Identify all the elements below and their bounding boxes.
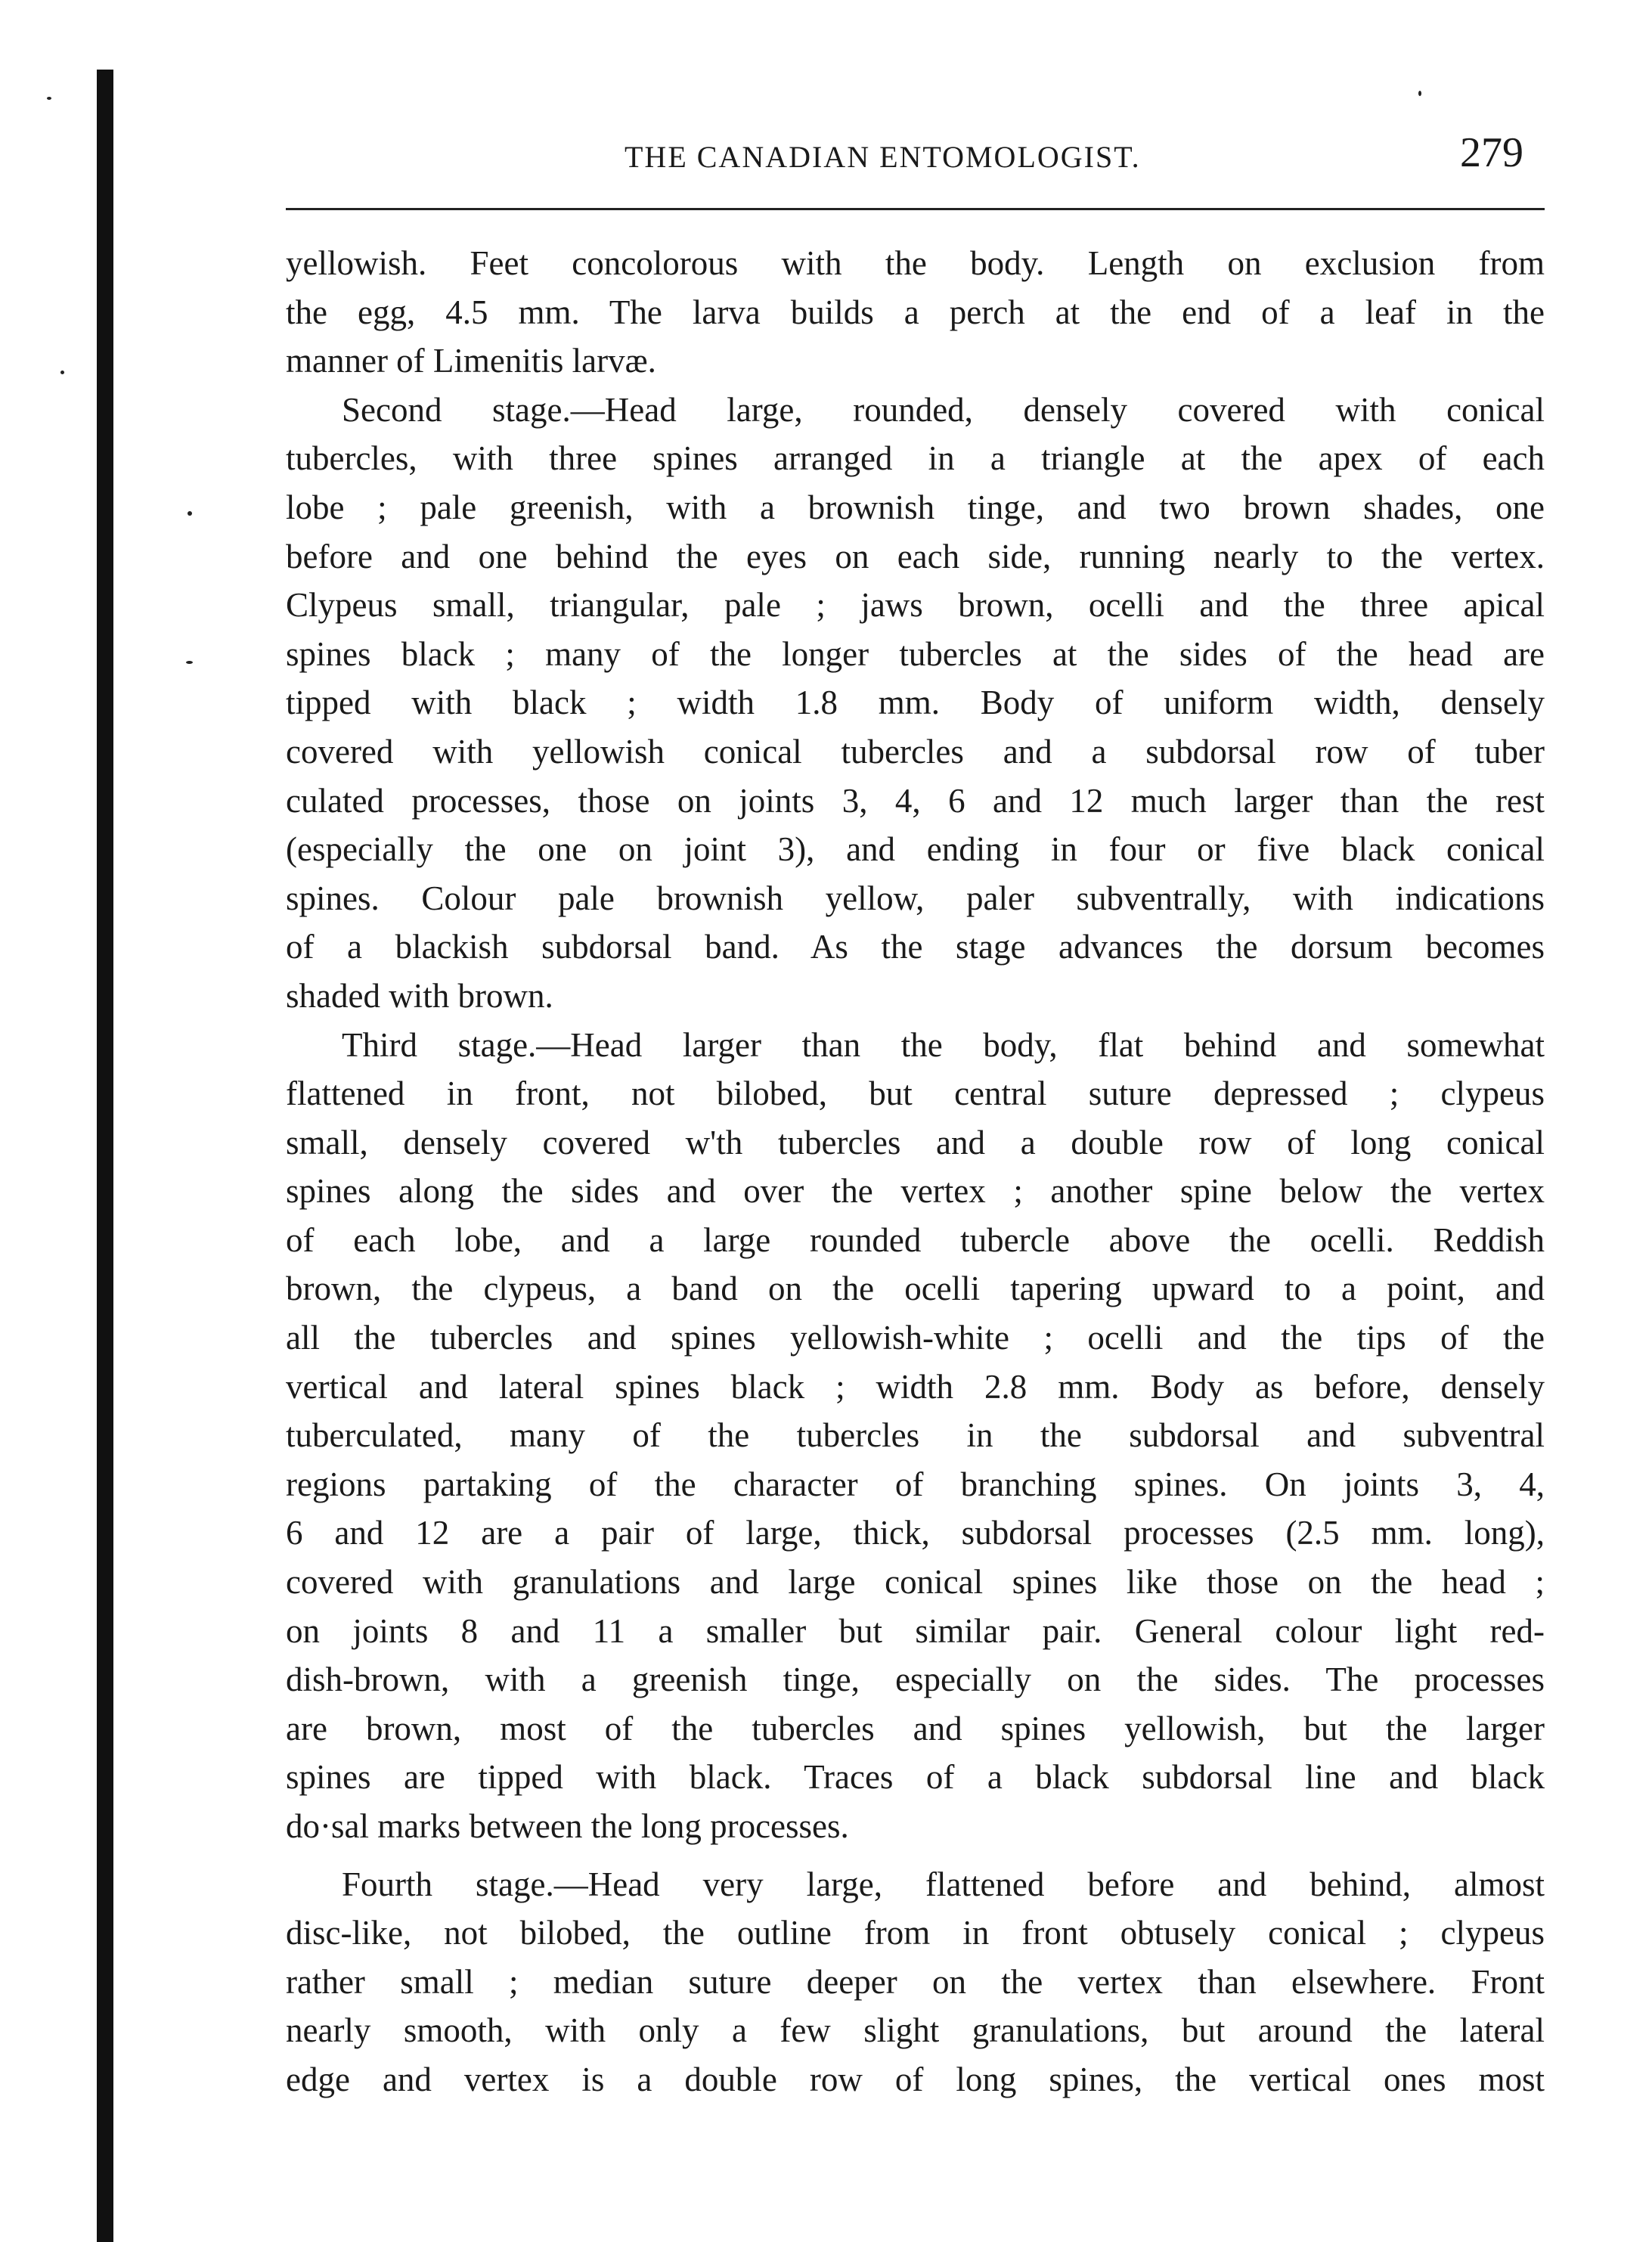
text-line: brown, the clypeus, a band on the ocelli tapering upward to a point, and [286,1270,1545,1308]
text-line: are brown, most of the tubercles and spines yellowish, but the larger [286,1709,1545,1747]
text-line: edge and vertex is a double row of long spines, the vertical ones most [286,2060,1545,2098]
page-binding-edge [97,70,113,2242]
margin-speck [47,97,51,100]
text-line: of a blackish subdorsal band. As the stage advances the dorsum becomes [286,928,1545,966]
text-line: Fourth stage.—Head very large, flattened before and behind, almost [342,1865,1545,1903]
text-line: all the tubercles and spines yellowish-white ; ocelli and the tips of the [286,1319,1545,1357]
text-line: lobe ; pale greenish, with a brownish tinge, and two brown shades, one [286,488,1545,526]
text-line: Second stage.—Head large, rounded, densely covered with conical [342,390,1545,429]
text-line: tubercles, with three spines arranged in a triangle at the apex of each [286,439,1545,478]
text-line: yellowish. Feet concolorous with the body. Length on exclusion from [286,244,1545,282]
text-line: covered with granulations and large conical spines like those on the head ; [286,1563,1545,1602]
text-line: covered with yellowish conical tubercles and a subdorsal row of tuber [286,732,1545,771]
margin-speck [186,661,193,664]
text-line: of each lobe, and a large rounded tubercle above the ocelli. Reddish [286,1220,1545,1259]
text-line: tipped with black ; width 1.8 mm. Body of uniform width, densely [286,684,1545,722]
text-line: rather small ; median suture deeper on the vertex than elsewhere. Front [286,1962,1545,2001]
text-line: flattened in front, not bilobed, but central suture depressed ; clypeus [286,1074,1545,1113]
text-line: spines along the sides and over the vertex ; another spine below the vertex [286,1172,1545,1211]
text-line: disc-like, not bilobed, the outline from in front obtusely conical ; clypeus [286,1914,1545,1952]
margin-speck [188,511,192,516]
text-line: small, densely covered w'th tubercles and a double row of long conical [286,1123,1545,1161]
text-line: culated processes, those on joints 3, 4, 6 and 12 much larger than the rest [286,781,1545,820]
page-number: 279 [1460,129,1523,176]
text-line: spines are tipped with black. Traces of a black subdorsal line and black [286,1758,1545,1797]
margin-speck [1418,91,1421,96]
text-line: regions partaking of the character of branching spines. On joints 3, 4, [286,1465,1545,1503]
header-rule [286,208,1545,210]
text-line: on joints 8 and 11 a smaller but similar pair. General colour light red- [286,1611,1545,1650]
margin-speck [60,371,64,374]
text-line: Clypeus small, triangular, pale ; jaws brown, ocelli and the three apical [286,586,1545,625]
text-line: before and one behind the eyes on each side, running nearly to the vertex. [286,537,1545,575]
text-line: (especially the one on joint 3), and ending in four or five black conical [286,830,1545,869]
text-line: the egg, 4.5 mm. The larva builds a perch at the end of a leaf in the [286,293,1545,331]
text-line: dish-brown, with a greenish tinge, especially on the sides. The processes [286,1661,1545,1699]
text-line: manner of Limenitis larvæ. [286,342,656,380]
text-line: do·sal marks between the long processes. [286,1807,849,1845]
body-text [286,239,1545,2104]
text-line: tuberculated, many of the tubercles in the subdorsal and subventral [286,1416,1545,1455]
text-line: shaded with brown. [286,976,553,1015]
text-line: Third stage.—Head larger than the body, flat behind and somewhat [342,1025,1545,1064]
running-title: THE CANADIAN ENTOMOLOGIST. [625,140,1141,174]
text-line: spines. Colour pale brownish yellow, paler subventrally, with indications [286,879,1545,917]
text-line: spines black ; many of the longer tubercles at the sides of the head are [286,634,1545,673]
page-header [286,126,1545,178]
text-line: nearly smooth, with only a few slight granulations, but around the lateral [286,2011,1545,2050]
text-line: 6 and 12 are a pair of large, thick, subdorsal processes (2.5 mm. long), [286,1514,1545,1552]
text-line: vertical and lateral spines black ; width 2.8 mm. Body as before, densely [286,1367,1545,1406]
